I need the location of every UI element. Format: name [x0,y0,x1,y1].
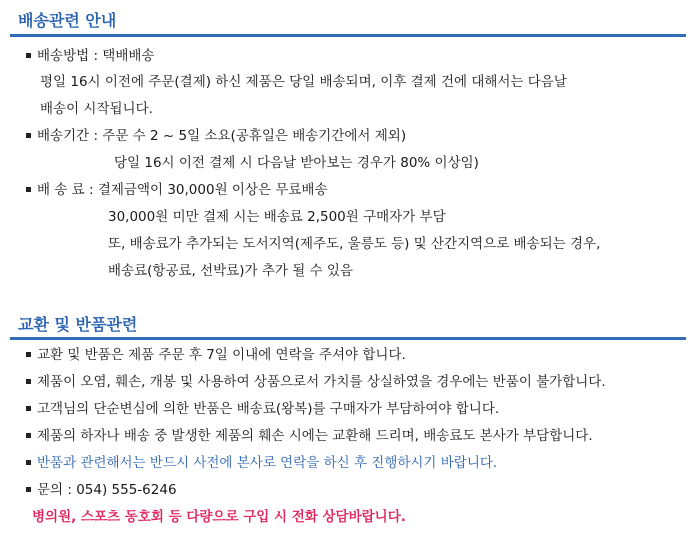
shipping-fee-desc-2: 또, 배송료가 추가되는 도서지역(제주도, 울릉도 등) 및 산간지역으로 배송되는 경우, [108,236,601,252]
bullet-icon [26,433,31,438]
shipping-fee-row [26,181,327,199]
bullet-icon [26,187,31,192]
bullet-icon [26,133,31,138]
bullet-icon [26,406,31,411]
returns-item-text: 반품과 관련해서는 반드시 사전에 본사로 연락을 하신 후 진행하시기 바랍니다. [37,455,498,471]
bullet-icon [26,352,31,357]
returns-item-text: 교환 및 반품은 제품 주문 후 7일 이내에 연락을 주셔야 합니다. [37,347,406,363]
returns-item [26,373,606,391]
returns-item [26,346,406,364]
returns-item-text: 제품의 하자나 배송 중 발생한 제품의 훼손 시에는 교환해 드리며, 배송료도 본사가 부담합니다. [37,428,593,444]
shipping-fee-desc-3: 배송료(항공료, 선박료)가 추가 될 수 있음 [108,263,353,279]
returns-item [26,400,499,418]
shipping-fee-label: 배 송 료 : 결제금액이 30,000원 이상은 무료배송 [37,182,328,198]
returns-item-highlight [26,454,497,472]
shipping-period-desc: 당일 16시 이전 결제 시 다음날 받아보는 경우가 80% 이상임) [114,155,479,171]
shipping-divider [10,34,686,37]
returns-item [26,427,593,445]
shipping-fee-desc-1: 30,000원 미만 결제 시는 배송료 2,500원 구매자가 부담 [108,209,446,225]
returns-item-text: 고객님의 단순변심에 의한 반품은 배송료(왕복)를 구매자가 부담하여야 합니다. [37,401,500,417]
bullet-icon [26,460,31,465]
bullet-icon [26,53,31,58]
returns-contact [26,481,177,499]
shipping-method-desc-2: 배송이 시작됩니다. [40,101,153,117]
returns-divider [10,337,686,340]
returns-section-title: 교환 및 반품관련 [18,315,138,334]
shipping-section-title: 배송관련 안내 [18,11,117,30]
bullet-icon [26,487,31,492]
shipping-period-label: 배송기간 : 주문 수 2 ~ 5일 소요(공휴일은 배송기간에서 제외) [37,128,407,144]
shipping-method-label: 배송방법 : 택배배송 [37,48,155,64]
shipping-period-row [26,127,406,145]
shipping-method-desc-1: 평일 16시 이전에 주문(결제) 하신 제품은 당일 배송되며, 이후 결제 건에 대해서는 다음날 [40,74,567,90]
returns-item-text: 제품이 오염, 훼손, 개봉 및 사용하여 상품으로서 가치를 상실하였을 경우에는 반품이 불가합니다. [37,374,606,390]
bullet-icon [26,379,31,384]
shipping-method-row [26,47,154,65]
contact-phone: 문의 : 054) 555-6246 [37,482,177,498]
bulk-order-notice: 병의원, 스포츠 동호회 등 다량으로 구입 시 전화 상담바랍니다. [32,509,406,525]
